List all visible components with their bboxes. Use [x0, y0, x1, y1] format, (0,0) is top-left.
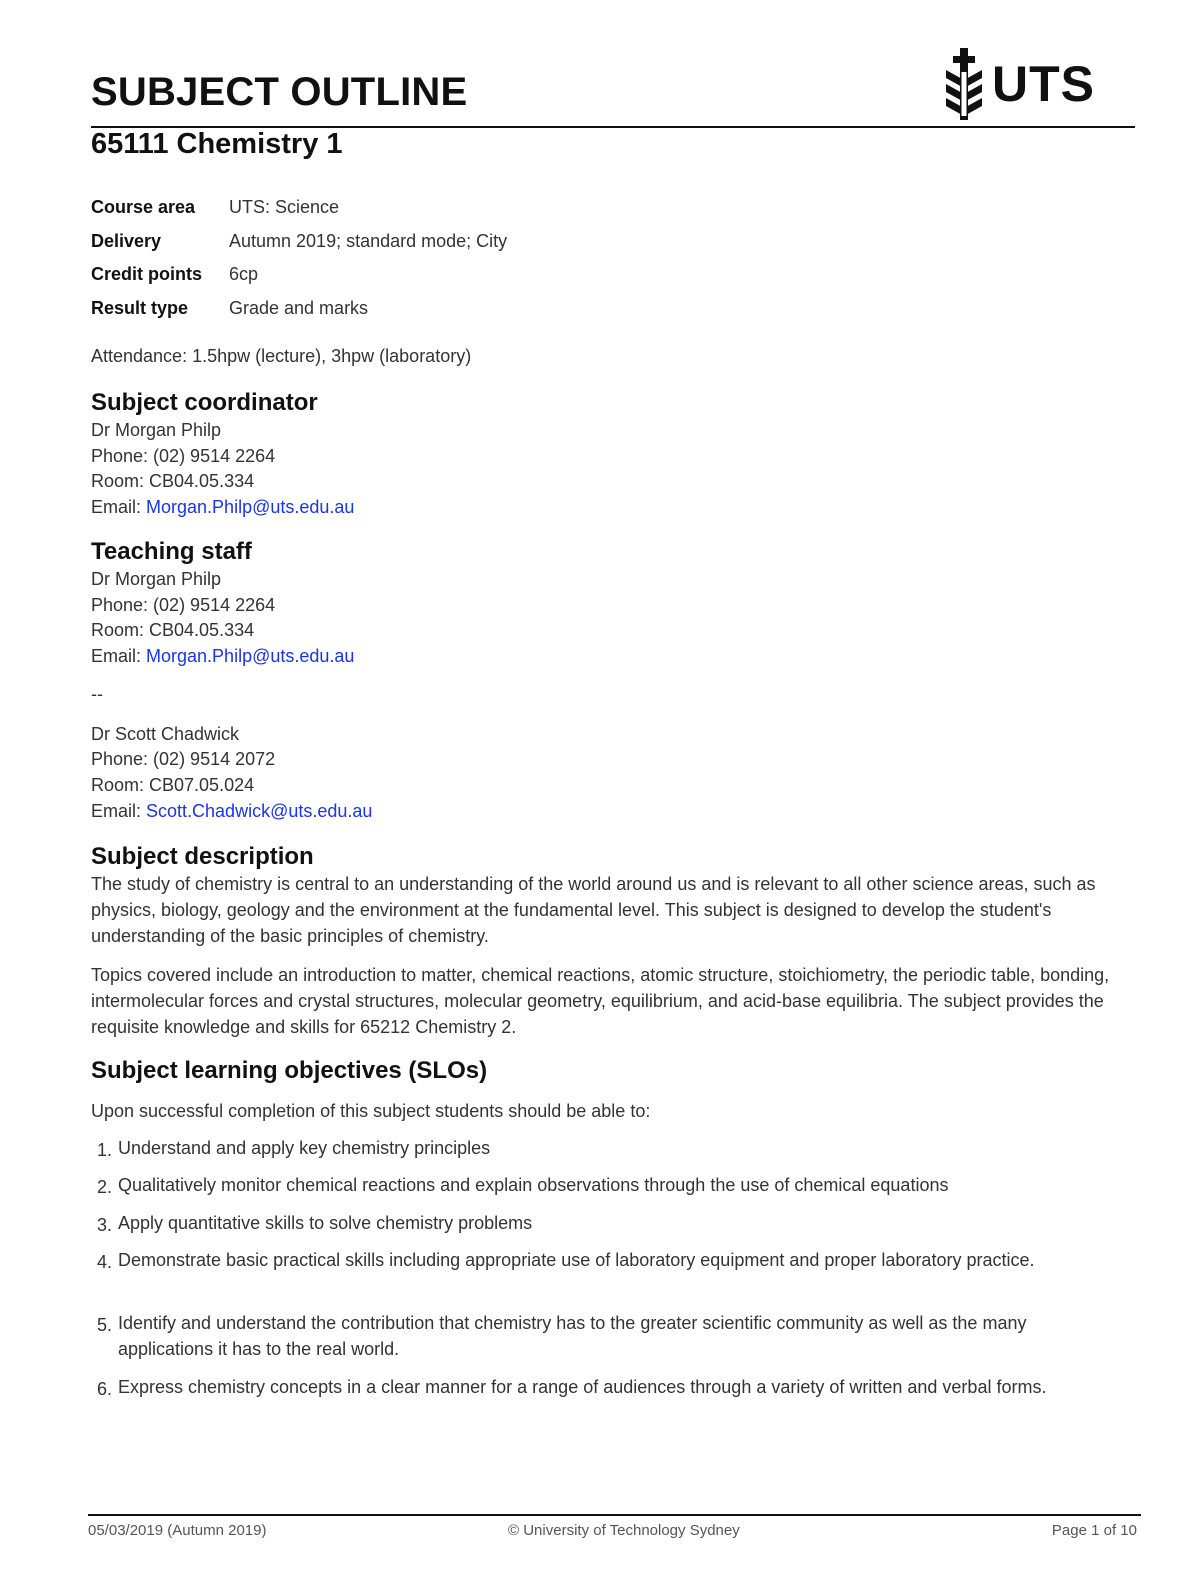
email-label: Email: — [91, 646, 147, 667]
subject-title: 65111 Chemistry 1 — [91, 128, 343, 160]
meta-row-course-area — [91, 194, 507, 228]
slo-heading: Subject learning objectives (SLOs) — [91, 1057, 488, 1084]
coordinator-email-link[interactable]: Morgan.Philp@uts.edu.au — [146, 497, 355, 518]
teaching-staff-heading: Teaching staff — [91, 538, 252, 565]
meta-row-delivery — [91, 228, 507, 262]
meta-value: 6cp — [229, 264, 259, 285]
coordinator-room: Room: CB04.05.334 — [91, 471, 255, 492]
staff-name: Dr Scott Chadwick — [91, 723, 240, 744]
staff-email — [91, 644, 1141, 670]
page-header — [91, 56, 1135, 128]
attendance-text: Attendance: 1.5hpw (lecture), 3hpw (laboratory) — [91, 346, 472, 366]
staff-email-link[interactable]: Scott.Chadwick@uts.edu.au — [146, 800, 373, 821]
slo-number: 5. — [97, 1315, 113, 1335]
staff-email-link[interactable]: Morgan.Philp@uts.edu.au — [146, 646, 355, 667]
staff-email — [91, 799, 1141, 825]
staff-separator: -- — [91, 683, 103, 704]
description-paragraph: The study of chemistry is central to an understanding of the world around us and is relevant to all other science areas, such as physics, biology, geology and the environment at the fundamental level. This subject is designed to develop the student's understanding of the basic principles of chemistry. — [91, 874, 1096, 946]
slo-text: Demonstrate basic practical skills including appropriate use of laboratory equipment and proper laboratory practice. — [118, 1250, 1035, 1270]
slo-number: 3. — [97, 1215, 113, 1235]
staff-phone: Phone: (02) 9514 2072 — [91, 749, 276, 770]
slo-number: 1. — [97, 1140, 113, 1160]
meta-value: Grade and marks — [229, 298, 369, 319]
coordinator-heading: Subject coordinator — [91, 389, 318, 416]
meta-label: Result type — [91, 298, 189, 319]
staff-room: Room: CB04.05.334 — [91, 620, 255, 641]
slo-number: 6. — [97, 1379, 113, 1399]
slo-number: 2. — [97, 1177, 113, 1197]
meta-label: Course area — [91, 197, 196, 217]
meta-row-result-type — [91, 295, 507, 329]
slo-text: Express chemistry concepts in a clear manner for a range of audiences through a variety of written and verbal forms. — [118, 1377, 1047, 1397]
description-section — [91, 842, 1141, 1041]
slo-text: Apply quantitative skills to solve chemistry problems — [118, 1213, 533, 1233]
coordinator-name: Dr Morgan Philp — [91, 420, 222, 440]
meta-label: Credit points — [91, 264, 202, 285]
slo-section — [91, 1056, 1141, 1436]
description-paragraph: Topics covered include an introduction to matter, chemical reactions, atomic structure, stoichiometry, the periodic table, bonding, intermolecular forces and crystal structures, molecular geometry, equilibrium, and acid-base equilibria. The subject provides the requisite knowledge and skills for 65212 Chemistry 2. — [91, 965, 1110, 1037]
uts-logo — [944, 48, 1095, 120]
coordinator-phone: Phone: (02) 9514 2264 — [91, 445, 276, 466]
slo-intro: Upon successful completion of this subject students should be able to: — [91, 1101, 651, 1121]
meta-value: Autumn 2019; standard mode; City — [229, 230, 508, 251]
footer-page-number: Page 1 of 10 — [1051, 1522, 1137, 1539]
slo-text: Qualitatively monitor chemical reactions and explain observations through the use of chemical equations — [118, 1175, 949, 1195]
document-title: SUBJECT OUTLINE — [91, 70, 468, 114]
subject-meta — [91, 194, 507, 329]
meta-row-credit-points — [91, 261, 507, 295]
email-label: Email: — [91, 800, 147, 821]
meta-value: UTS: Science — [229, 197, 340, 217]
email-label: Email: — [91, 497, 147, 518]
coordinator-section — [91, 388, 1141, 521]
staff-room: Room: CB07.05.024 — [91, 774, 255, 795]
slo-number: 4. — [97, 1252, 113, 1272]
footer-copyright: © University of Technology Sydney — [508, 1522, 740, 1539]
slo-text: Identify and understand the contribution that chemistry has to the greater scientific community as well as the many applications it has to the real world. — [118, 1313, 1027, 1359]
meta-label: Delivery — [91, 230, 162, 251]
staff-phone: Phone: (02) 9514 2264 — [91, 594, 276, 615]
coordinator-email — [91, 495, 1141, 521]
staff-name: Dr Morgan Philp — [91, 569, 222, 589]
footer-date: 05/03/2019 (Autumn 2019) — [88, 1522, 267, 1539]
uts-crest-icon — [944, 48, 984, 120]
teaching-staff-section — [91, 537, 1141, 824]
page-footer — [88, 1514, 1141, 1539]
slo-text: Understand and apply key chemistry principles — [118, 1138, 491, 1158]
description-heading: Subject description — [91, 843, 314, 870]
uts-logo-text: UTS — [992, 56, 1095, 112]
